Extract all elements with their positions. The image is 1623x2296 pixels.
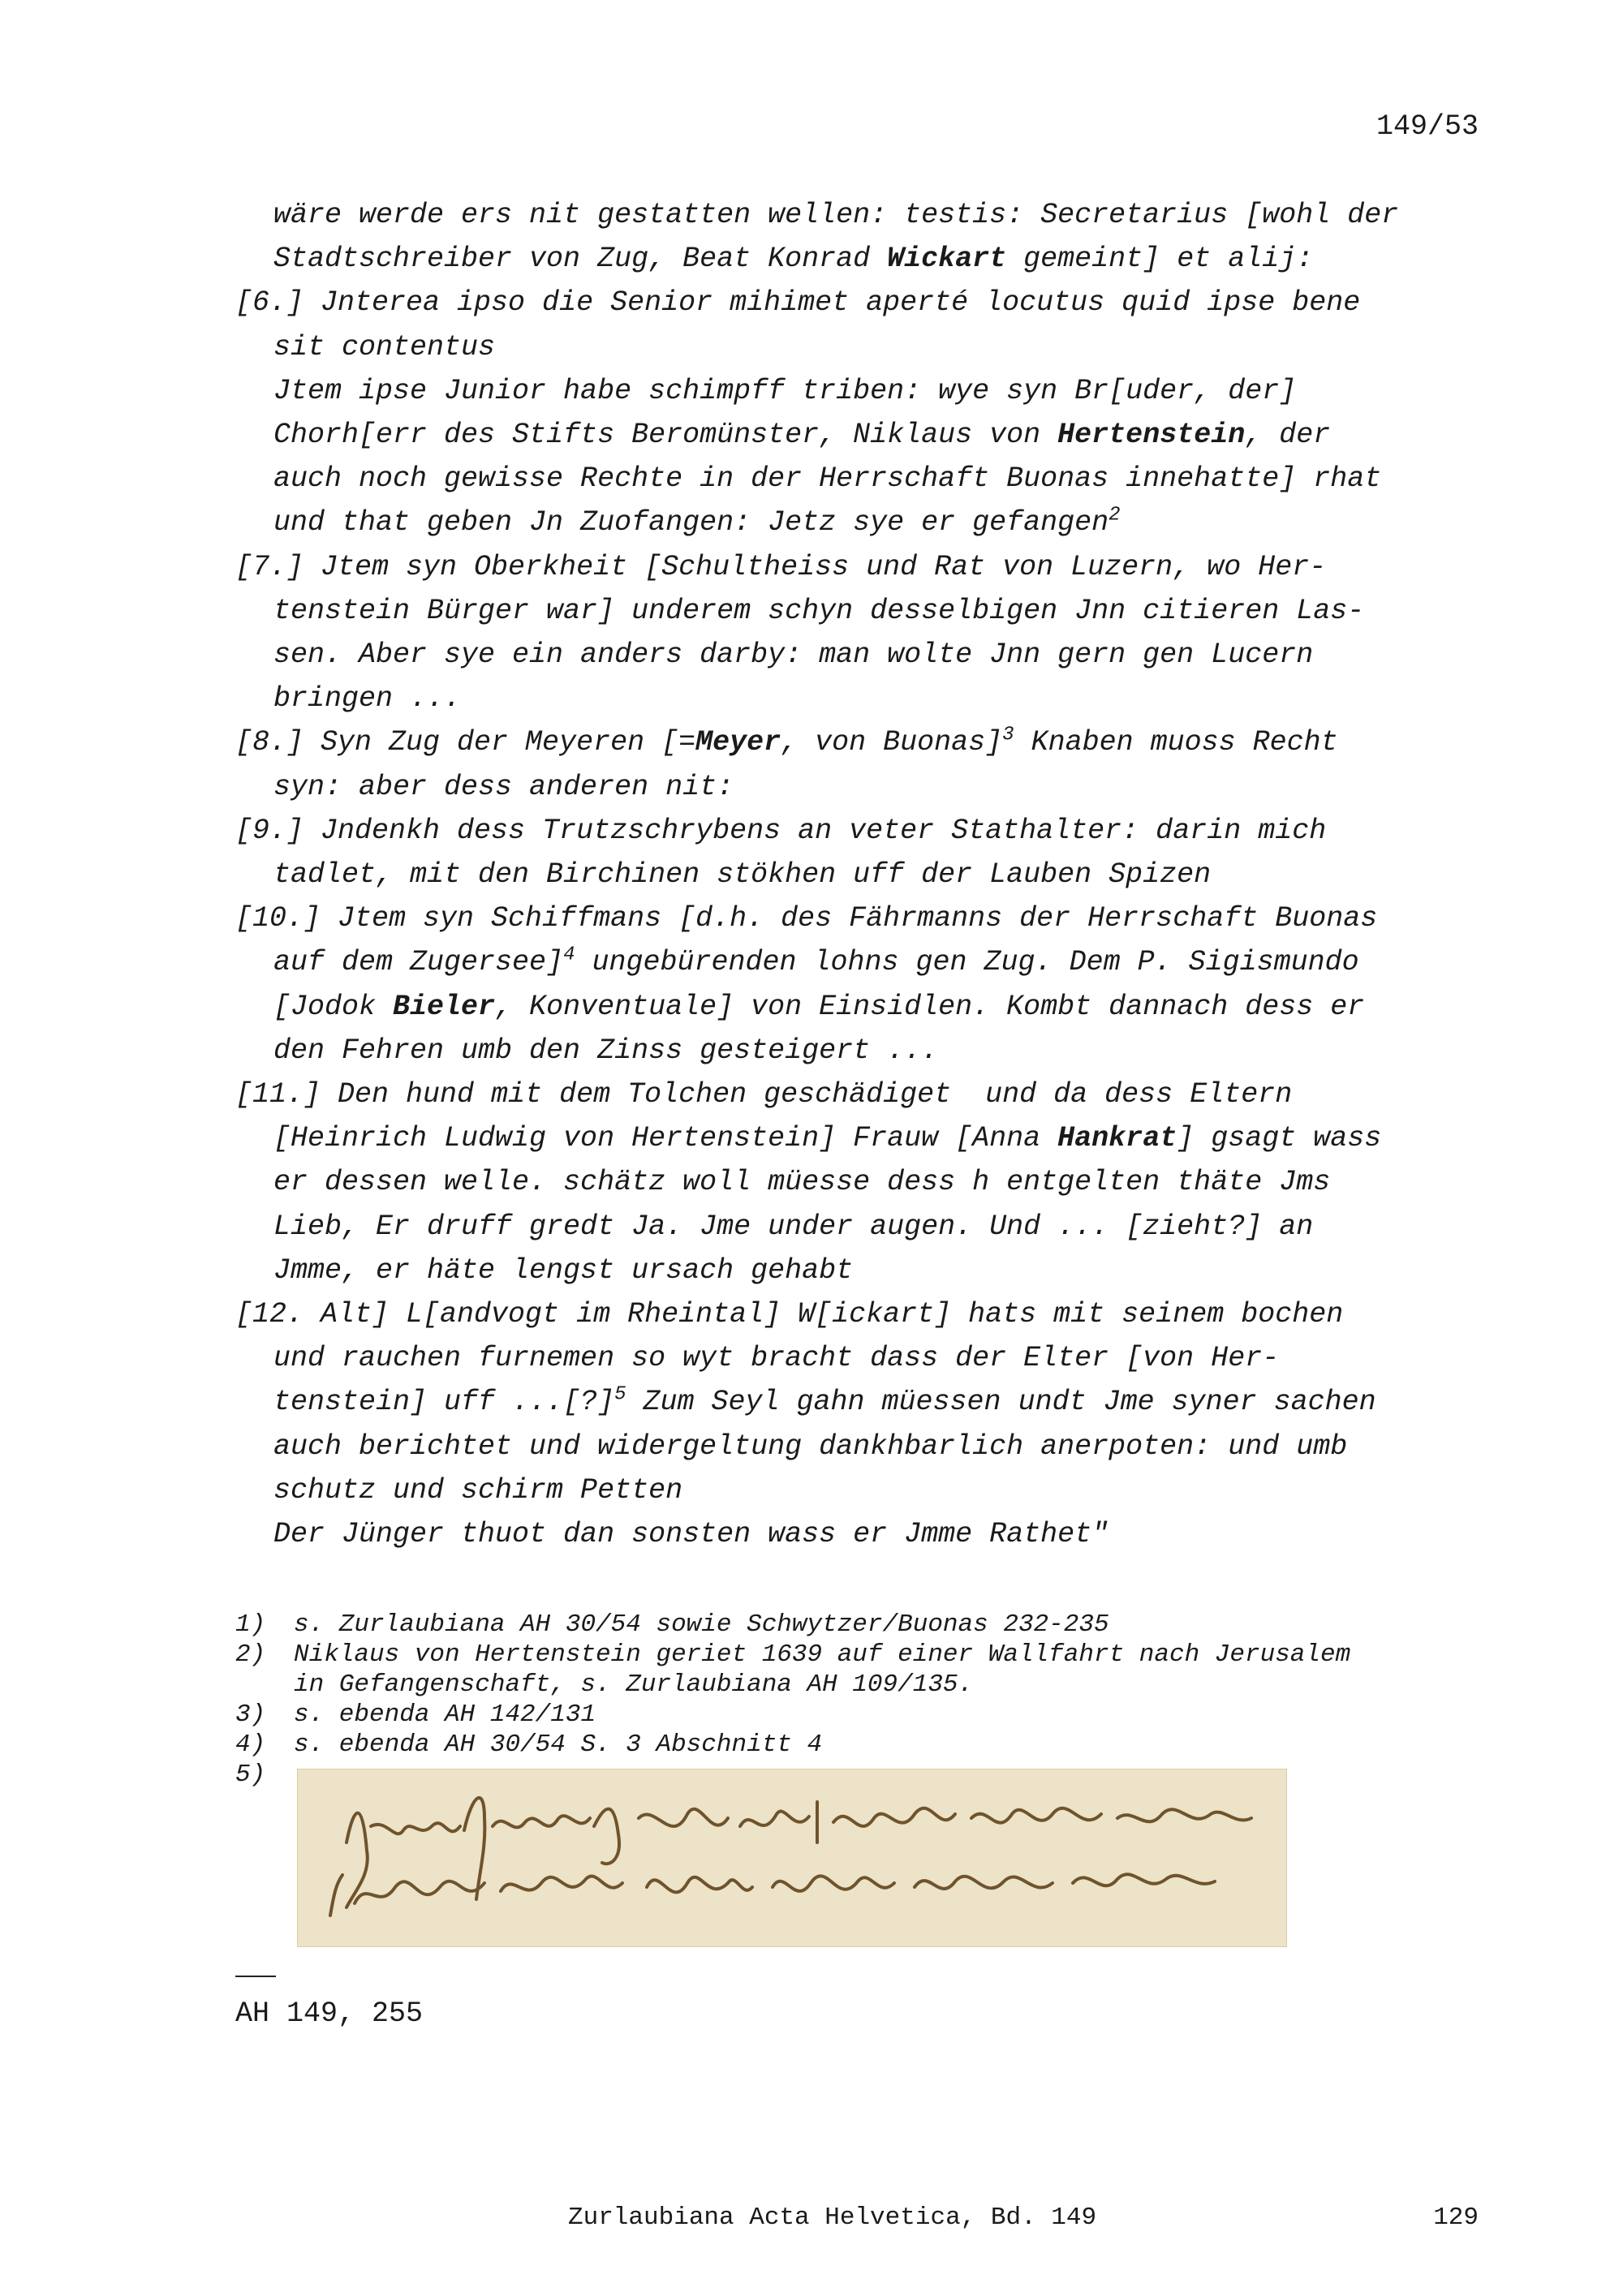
text-line [273, 1518, 1109, 1550]
text-run: auf dem Zugersee] [273, 946, 564, 979]
text-line [235, 1078, 1292, 1111]
page-identifier: 149/53 [1375, 110, 1479, 143]
text-run: [Heinrich Ludwig von Hertenstein] Frauw [Anna [273, 1122, 1058, 1155]
text-run: Chorh[err des Stifts Beromünster, Niklaus von [273, 419, 1058, 451]
footnote-number: 2) [235, 1640, 266, 1669]
bold-name: Hertenstein [1057, 419, 1246, 451]
text-line [235, 726, 1338, 759]
text-line [235, 551, 1326, 583]
text-run: den Fehren umb den Zinss gesteigert ... [273, 1034, 939, 1067]
text-line [273, 375, 1296, 407]
handwriting-strokes [298, 1769, 1286, 1946]
text-run: wäre werde ers nit gestatten wellen: testis: Secretarius [wohl der [273, 199, 1399, 231]
text-run: ] gsagt wass [1177, 1122, 1382, 1155]
footnote-number: 5) [235, 1761, 266, 1789]
text-run: er dessen welle. schätz woll müesse dess h entgelten thäte Jms [273, 1166, 1331, 1199]
bold-name: Meyer [695, 726, 781, 759]
text-line [235, 902, 1377, 935]
text-run: [7.] Jtem syn Oberkheit [Schultheiss und Rat von Luzern, wo Her- [235, 550, 1327, 583]
handwriting-image [297, 1769, 1287, 1947]
text-run: , von Buonas] [781, 726, 1003, 759]
text-line [273, 1210, 1313, 1243]
text-run: [12. Alt] L[andvogt im Rheintal] W[ickart] hats mit seinem bochen [235, 1298, 1344, 1331]
footnote [235, 1761, 294, 1789]
text-line [273, 946, 1359, 978]
text-run: [10.] Jtem syn Schiffmans [d.h. des Fährmanns der Herrschaft Buonas [235, 902, 1378, 935]
text-run: Lieb, Er druff gredt Ja. Jme under augen. Und ... [zieht?] an [273, 1210, 1314, 1243]
footnote [235, 1701, 596, 1729]
text-line [235, 286, 1360, 319]
text-line [273, 243, 1313, 275]
text-run: bringen ... [273, 682, 462, 716]
text-line [273, 331, 495, 363]
text-line [273, 991, 1364, 1023]
text-run: tenstein] uff ...[?] [273, 1386, 615, 1419]
text-run: sit contentus [273, 330, 496, 363]
text-line [273, 638, 1313, 671]
footnote-text: Niklaus von Hertenstein geriet 1639 auf einer Wallfahrt nach Jerusalem [294, 1640, 1351, 1669]
text-line [273, 858, 1211, 891]
text-run: Stadtschreiber von Zug, Beat Konrad [273, 243, 888, 276]
text-line [235, 1298, 1343, 1331]
text-line [273, 771, 734, 803]
footnote [235, 1640, 1350, 1669]
text-run: und rauchen furnemen so wyt bracht dass der Elter [von Her- [273, 1342, 1280, 1375]
bold-name: Wickart [887, 243, 1007, 276]
text-line [273, 1254, 853, 1287]
archive-reference: AH 149, 255 [235, 1997, 424, 2030]
bold-name: Bieler [393, 990, 496, 1023]
footnote-text: s. ebenda AH 30/54 S. 3 Abschnitt 4 [294, 1731, 823, 1759]
text-run: schutz und schirm Petten [273, 1473, 683, 1507]
footnote-number: 4) [235, 1731, 266, 1759]
text-line [273, 1342, 1279, 1374]
footnote-text: s. Zurlaubiana AH 30/54 sowie Schwytzer/Buonas 232-235 [294, 1610, 1109, 1639]
text-run: Der Jünger thuot dan sonsten wass er Jmme Rathet" [273, 1518, 1109, 1550]
text-line [235, 815, 1326, 847]
text-run: [6.] Jnterea ipso die Senior mihimet aperté locutus quid ipse bene [235, 286, 1361, 320]
text-run: sen. Aber sye ein anders darby: man wolte Jnn gern gen Lucern [273, 638, 1314, 671]
footnote-marker: 4 [563, 944, 575, 966]
text-line [273, 1122, 1381, 1154]
text-run: [11.] Den hund mit dem Tolchen geschädiget und da dess Eltern [235, 1078, 1293, 1111]
text-line [273, 462, 1381, 495]
text-run: tenstein Bürger war] underem schyn desselbigen Jnn citieren Las- [273, 594, 1365, 627]
footnote [294, 1670, 973, 1699]
text-run: , Konventuale] von Einsidlen. Kombt dannach dess er [495, 990, 1365, 1023]
footnote [235, 1731, 822, 1759]
footnote-number: 1) [235, 1610, 266, 1639]
text-run: syn: aber dess anderen nit: [273, 770, 734, 803]
footnote-marker: 3 [1002, 724, 1014, 746]
text-line [273, 506, 1121, 539]
text-run: gemeint] et alij: [1006, 243, 1314, 276]
text-run: Jtem ipse Junior habe schimpff triben: wye syn Br[uder, der] [273, 374, 1297, 407]
footnote-text: s. ebenda AH 142/131 [294, 1701, 596, 1729]
text-run: Jmme, er häte lengst ursach gehabt [273, 1253, 854, 1287]
text-run: auch berichtet und widergeltung dankhbarlich anerpoten: und umb [273, 1430, 1348, 1463]
text-line [273, 1166, 1330, 1198]
text-run: tadlet, mit den Birchinen stökhen uff der Lauben Spizen [273, 858, 1212, 891]
text-run: ungebürenden lohns gen Zug. Dem P. Sigismundo [575, 946, 1359, 979]
text-line [273, 1474, 682, 1507]
footnote-marker: 2 [1109, 504, 1121, 527]
footnote [235, 1610, 1109, 1639]
footer-title: Zurlaubiana Acta Helvetica, Bd. 149 [568, 2204, 1097, 2232]
reference-divider [235, 1976, 276, 1977]
footnote-marker: 5 [614, 1383, 626, 1406]
footnote-text: in Gefangenschaft, s. Zurlaubiana AH 109/135. [294, 1670, 974, 1699]
text-run: [8.] Syn Zug der Meyeren [= [235, 726, 696, 759]
text-line [273, 1430, 1347, 1463]
text-line [273, 419, 1330, 451]
text-line [273, 1383, 1376, 1419]
text-run: [Jodok [273, 990, 394, 1023]
page-number: 129 [1433, 2204, 1479, 2232]
text-line [273, 682, 461, 715]
text-run: , der [1245, 419, 1331, 451]
text-run: [9.] Jndenkh dess Trutzschrybens an veter Stathalter: darin mich [235, 814, 1327, 847]
footnote-number: 3) [235, 1701, 266, 1729]
bold-name: Hankrat [1057, 1122, 1177, 1155]
text-line [273, 1034, 938, 1067]
text-run: und that geben Jn Zuofangen: Jetz sye er gefangen [273, 506, 1109, 540]
text-line [273, 199, 1398, 231]
text-run: Zum Seyl gahn müessen undt Jme syner sachen [626, 1386, 1376, 1419]
text-run: Knaben muoss Recht [1014, 726, 1338, 759]
text-run: auch noch gewisse Rechte in der Herrschaft Buonas innehatte] rhat [273, 462, 1382, 496]
text-line [273, 595, 1364, 627]
